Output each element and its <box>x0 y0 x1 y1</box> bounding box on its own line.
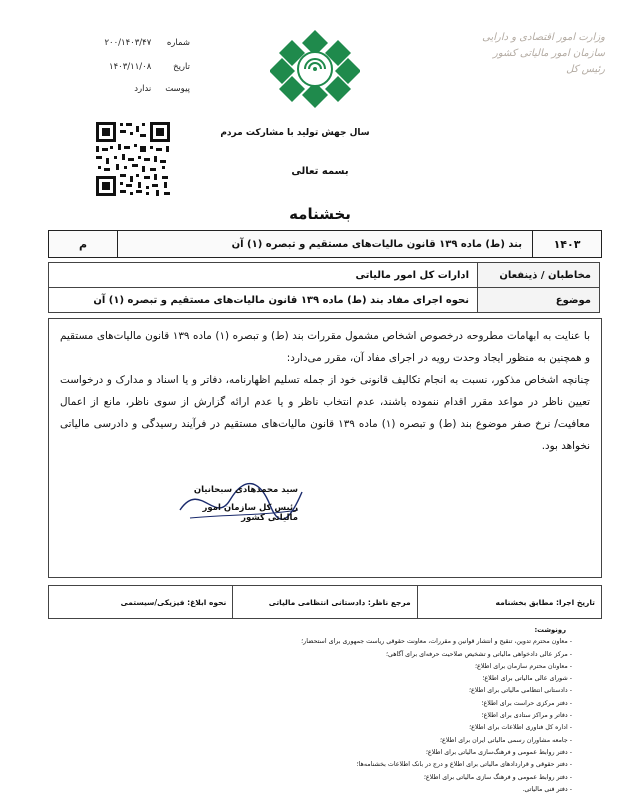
qr-code <box>94 120 172 198</box>
number-value: ۲۰۰/۱۴۰۳/۴۷ <box>104 38 152 48</box>
cc-item: - دفتر حقوقی و قراردادهای مالیاتی برای اطلاع و درج در بانک اطلاعات بخشنامه‌ها؛ <box>30 759 612 771</box>
body-paragraph: با عنایت به ابهامات مطروحه درخصوص اشخاص مشمول مقررات بند (ط) و تبصره (۱) ماده ۱۳۹ قانون مالیات‌های مستقیم و همچنین به منظور ایجاد وحدت رویه در اجرای مفاد آن، مقرر می‌دارد: <box>60 330 590 364</box>
subject-row <box>49 288 600 313</box>
letter-body <box>60 325 590 457</box>
date-value: ۱۴۰۳/۱۱/۰۸ <box>109 62 152 72</box>
reference-code: م <box>78 237 88 251</box>
reference-year: ۱۴۰۳ <box>532 231 601 257</box>
letter-number <box>95 38 190 48</box>
cc-item: - مرکز عالی دادخواهی مالیاتی و تشخیص صلاحیت حرفه‌ای برای آگاهی؛ <box>30 649 612 661</box>
document-title: بخشنامه <box>289 205 351 223</box>
body-paragraph: چنانچه اشخاص مذکور، نسبت به انجام تکالیف قانونی خود از جمله تسلیم اظهارنامه، دفاتر و یا اسناد و مدارک و درخواست تعیین ناظر در مواعد مقرر اقدام ننموده باشند، عدم انتخاب ناظر و یا عدم ارائه گزارش از سوی ناظر، مانع از اعمال معافیت/ نرخ صفر موضوع بند (ط) و تبصره (۱) ماده ۱۳۹ قانون مالیات‌های مستقیم در فرآیند رسیدگی و دادرسی مالیاتی نخواهد بود. <box>60 374 590 452</box>
addressees-label: مخاطبان / ذینفعان <box>478 263 600 288</box>
letter-date <box>95 62 190 72</box>
reference-subject: بند (ط) ماده ۱۳۹ قانون مالیات‌های مستقیم و تبصره (۱) آن <box>117 231 532 257</box>
subject-label: موضوع <box>478 288 600 313</box>
cc-item: - دفاتر و مراکز ستادی برای اطلاع؛ <box>30 710 612 722</box>
cc-item: - دفتر روابط عمومی و فرهنگ سازی مالیاتی برای اطلاع؛ <box>30 772 612 784</box>
tax-organization-logo <box>270 28 360 110</box>
cc-item: - دادستانی انتظامی مالیاتی برای اطلاع؛ <box>30 685 612 697</box>
seal-line: سازمان امور مالیاتی کشور <box>493 48 605 59</box>
cc-item: - معاونان محترم سازمان برای اطلاع؛ <box>30 661 612 673</box>
cc-item: - معاون محترم تدوین، تنقیح و انتشار قوانین و مقررات، معاونت حقوقی ریاست جمهوری برای استحضار؛ <box>30 636 612 648</box>
signatory-role: رئیس کل سازمان امور مالیاتی کشور <box>202 503 298 523</box>
notification-method: نحوه ابلاغ: فیزیکی/سیستمی <box>120 597 227 607</box>
subject-value: نحوه اجرای مفاد بند (ط) ماده ۱۳۹ قانون مالیات‌های مستقیم و تبصره (۱) آن <box>49 288 478 313</box>
cc-list <box>30 624 612 796</box>
seal-line: وزارت امور اقتصادی و دارایی <box>482 32 605 43</box>
cc-item: - جامعه مشاوران رسمی مالیاتی ایران برای اطلاع؛ <box>30 735 612 747</box>
addressee-table <box>48 262 600 313</box>
addressee-row <box>49 263 600 288</box>
cc-heading: رونوشت: <box>534 626 566 634</box>
cc-item: - شورای عالی مالیاتی برای اطلاع؛ <box>30 673 612 685</box>
addressees-value: ادارات کل امور مالیاتی <box>49 263 478 288</box>
bismillah: بسمه تعالی <box>291 166 349 177</box>
organization-seal <box>455 30 605 110</box>
seal-line: رئیس کل <box>566 64 605 75</box>
cc-item: - دفتر روابط عمومی و فرهنگ‌سازی مالیاتی برای اطلاع؛ <box>30 747 612 759</box>
attachment-label: پیوست <box>165 84 190 94</box>
effective-date: تاریخ اجرا: مطابق بخشنامه <box>417 586 601 618</box>
reference-row <box>48 230 602 258</box>
signatory-name: سید محمدهادی سبحانیان <box>193 485 298 495</box>
footer-info-row <box>48 585 602 619</box>
cc-item: - دفتر مرکزی حراست برای اطلاع؛ <box>30 698 612 710</box>
attachment-value: ندارد <box>134 84 152 94</box>
cc-item: - دفتر فنی مالیاتی. <box>30 784 612 796</box>
supervisor-reference: مرجع ناظر: دادستانی انتظامی مالیاتی <box>232 586 416 618</box>
year-slogan: سال جهش تولید با مشارکت مردم <box>220 128 370 138</box>
date-label: تاریخ <box>173 62 190 72</box>
number-label: شماره <box>166 38 190 48</box>
cc-item: - اداره کل فناوری اطلاعات برای اطلاع؛ <box>30 722 612 734</box>
letter-attachment <box>95 84 190 94</box>
